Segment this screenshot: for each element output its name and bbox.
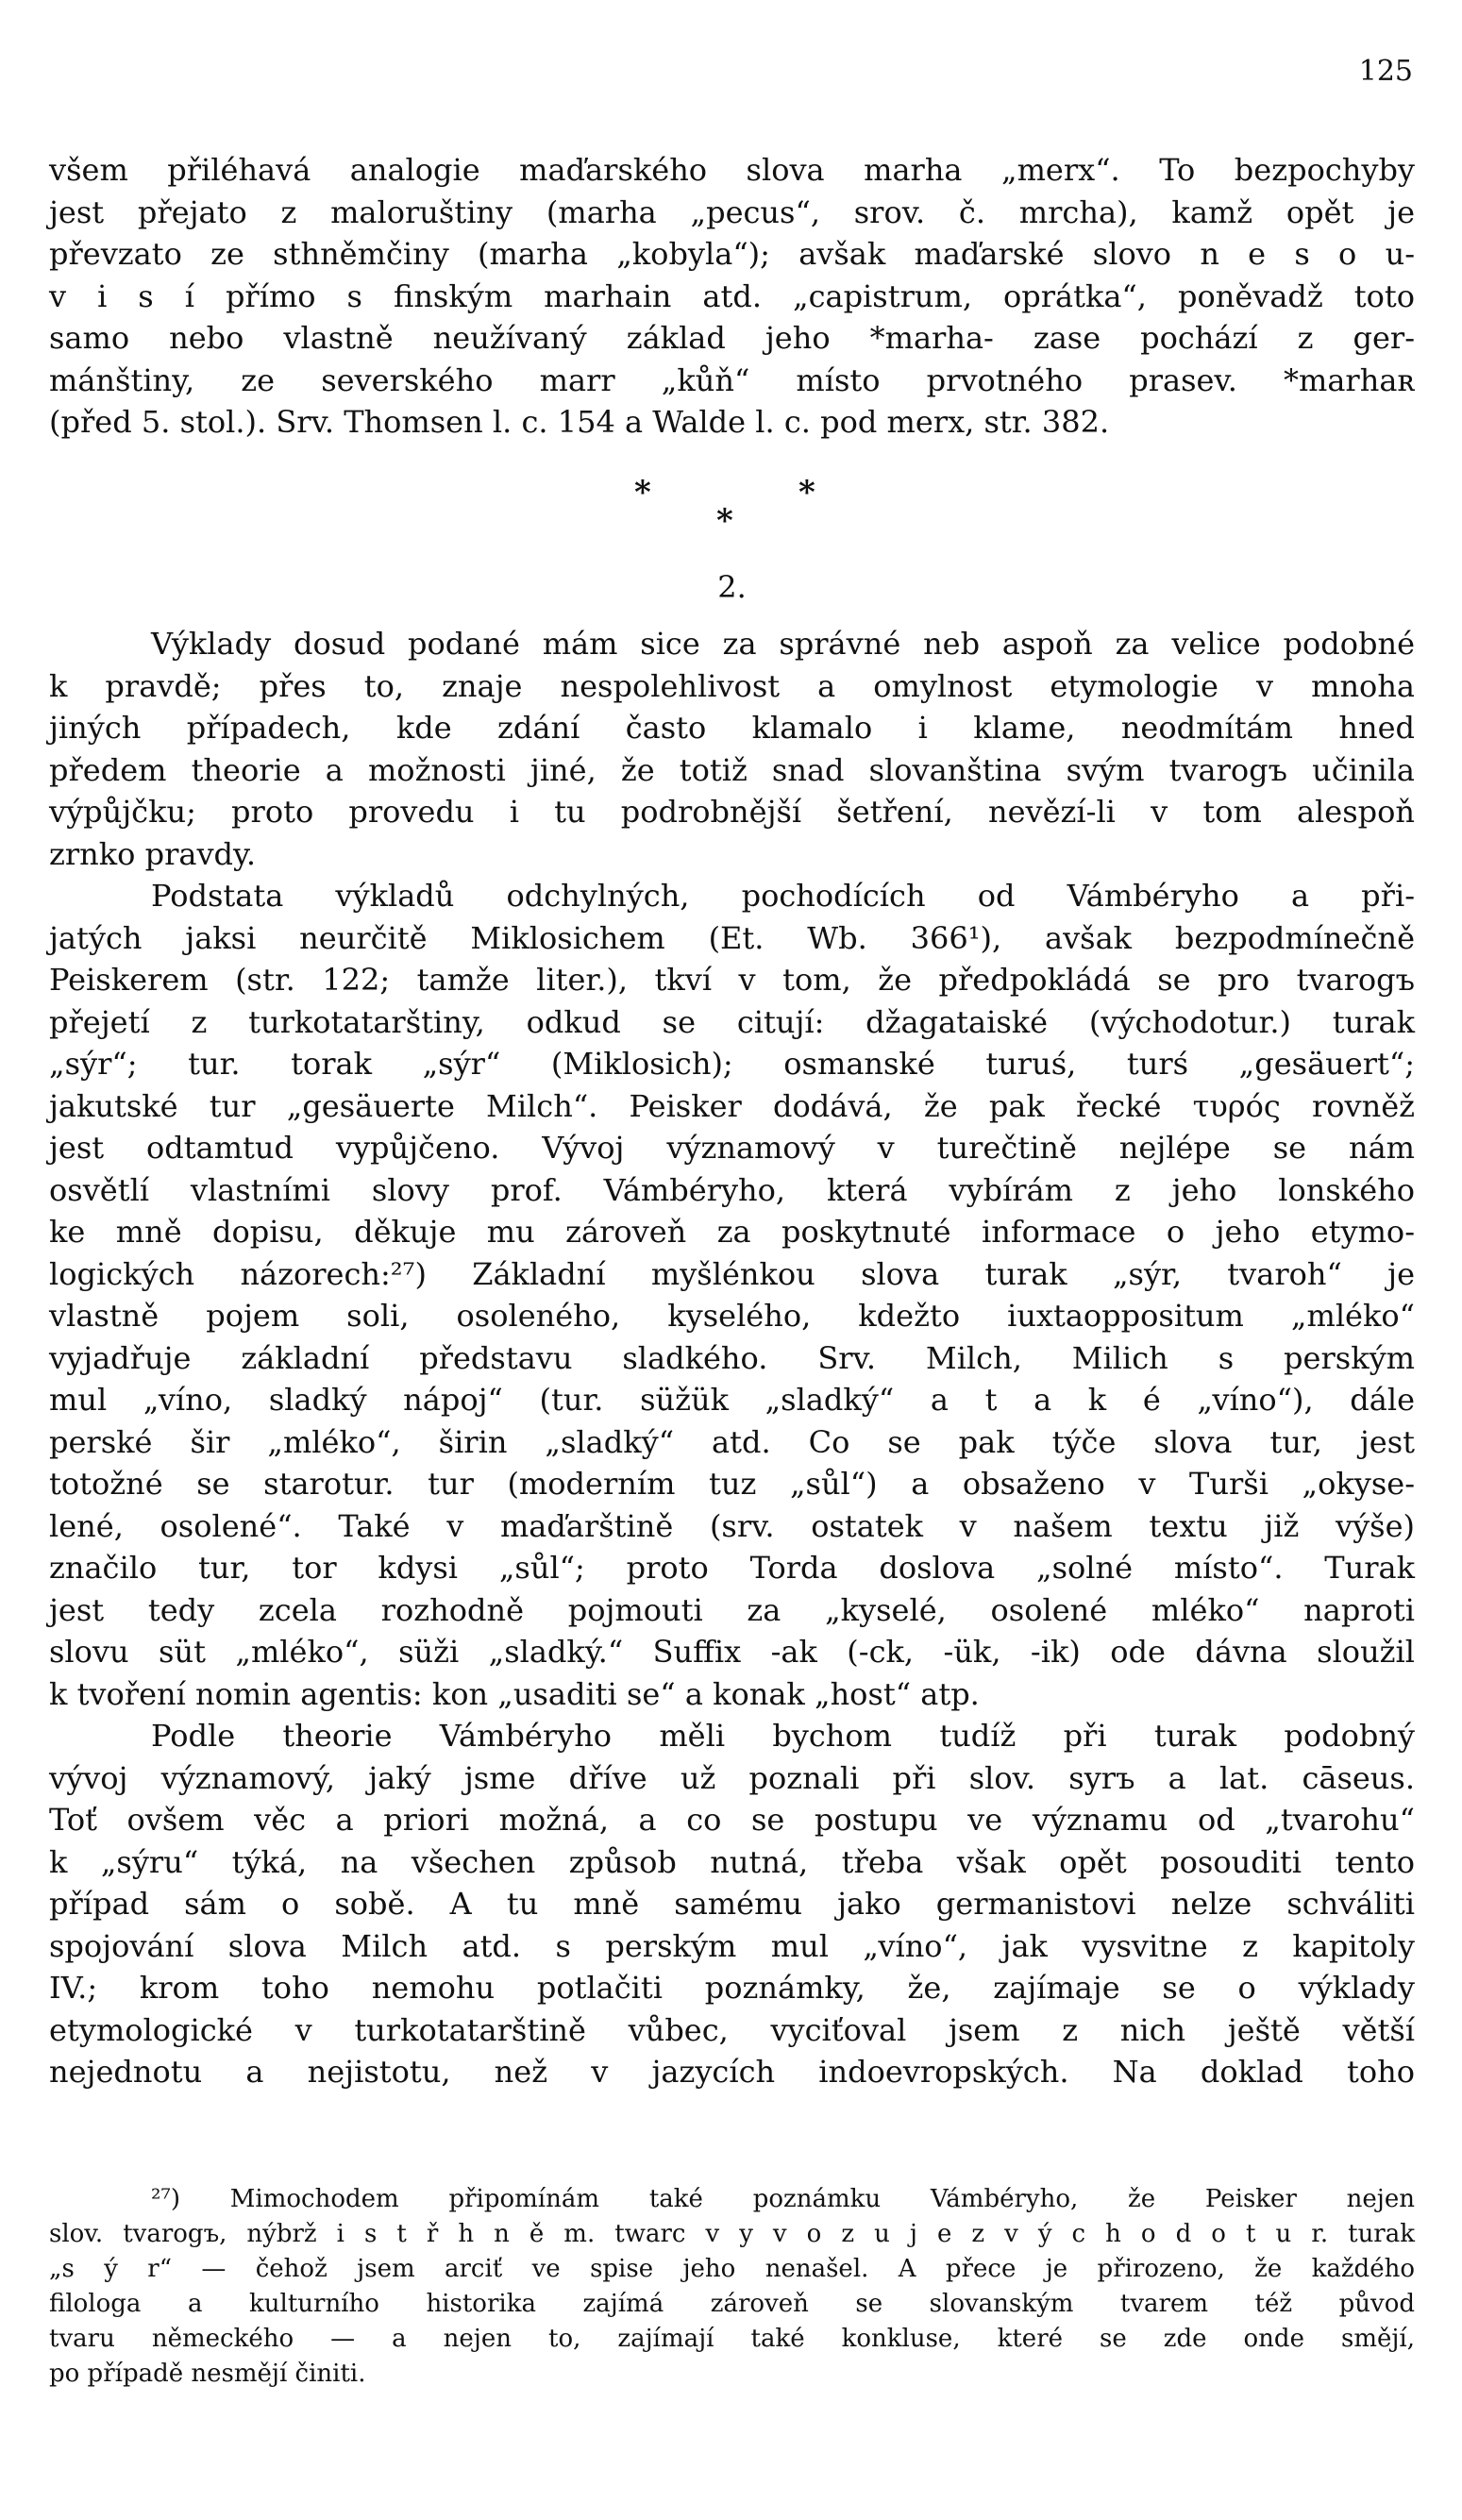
text-line: předem theorie a možnosti jiné, že totiž snad slovanština svým tvarogъ učinila — [49, 751, 1415, 788]
asterisk: * — [798, 473, 815, 512]
text-line: jest přejato z maloruštiny (marha „pecus“, srov. č. mrcha), kamž opět je — [49, 193, 1415, 230]
footnote-line: po případě nesmějí činiti. — [49, 2360, 366, 2388]
text-line: všem přiléhavá analogie maďarského slova marha „merx“. To bezpochyby — [49, 152, 1415, 188]
text-line: osvětlí vlastními slovy prof. Vámbéryho, která vybírám z jeho lonského — [49, 1171, 1415, 1208]
text-line: Toť ovšem věc a priori možná, a co se postupu ve významu od „tvarohu“ — [49, 1802, 1415, 1838]
text-line: k „sýru“ týká, na všechen způsob nutná, třeba však opět posouditi tento — [49, 1843, 1415, 1880]
text-line: jakutské tur „gesäuerte Milch“. Peisker dodává, že pak řecké τυρός rovněž — [49, 1087, 1415, 1124]
text-line: Podle theorie Vámbéryho měli bychom tudíž při turak podobný — [151, 1718, 1415, 1754]
paragraph-2 — [49, 875, 1415, 1715]
text-line: vlastně pojem soli, osoleného, kyselého, kdežto iuxtaoppositum „mléko“ — [49, 1298, 1415, 1334]
text-line: Podstata výkladů odchylných, pochodících od Vámbéryho a při- — [151, 878, 1415, 914]
footnote-line: filologa a kulturního historika zajímá zároveň se slovanským tvarem též původ — [49, 2290, 1415, 2318]
text-line: k pravdě; přes to, znaje nespolehlivost a omylnost etymologie v mnoha — [49, 667, 1415, 704]
footnote-line: „s ý r“ — čehož jsem arciť ve spise jeho nenašel. A přece je přirozeno, že každého — [49, 2255, 1415, 2283]
main-text — [49, 149, 1415, 2093]
text-line: IV.; krom toho nemohu potlačiti poznámky, že, zajímaje se o výklady — [49, 1970, 1415, 2006]
text-line: (před 5. stol.). Srv. Thomsen l. c. 154 a Walde l. c. pod merx, str. 382. — [49, 404, 1110, 440]
text-line: ke mně dopisu, děkuje mu zároveň za poskytnuté informace o jeho etymo- — [49, 1214, 1415, 1250]
text-line: výpůjčku; proto provedu i tu podrobnější šetření, nevězí-li v tom alespoň — [49, 794, 1415, 830]
text-line: spojování slova Milch atd. s perským mul „víno“, jak vysvitne z kapitoly — [49, 1927, 1415, 1964]
text-line: nejednotu a nejistotu, než v jazycích indoevropských. Na doklad toho — [49, 2054, 1415, 2090]
text-line: značilo tur, tor kdysi „sůl“; proto Torda doslova „solné místo“. Turak — [49, 1550, 1415, 1586]
section-number: 2. — [717, 568, 747, 605]
text-line: Peiskerem (str. 122; tamže liter.), tkví v tom, že předpokládá se pro tvarogъ — [49, 962, 1415, 998]
text-line: převzato ze sthněmčiny (marha „kobyla“); avšak maďarské slovo n e s o u- — [49, 236, 1415, 272]
text-line: vývoj významový, jaký jsme dříve už poznali při slov. syrъ a lat. cāseus. — [49, 1759, 1415, 1796]
text-line: lené, osolené“. Také v maďarštině (srv. ostatek v našem textu již výše) — [49, 1507, 1415, 1544]
text-line: jiných případech, kde zdání často klamalo i klame, neodmítám hned — [49, 710, 1415, 746]
top-paragraph — [49, 149, 1415, 444]
text-line: případ sám o sobě. A tu mně samému jako germanistovi nelze schváliti — [49, 1886, 1415, 1922]
footnote — [49, 2182, 1415, 2392]
text-line: Výklady dosud podané mám sice za správné neb aspoň za velice podobné — [151, 626, 1415, 662]
text-line: slovu süt „mléko“, süži „sladký.“ Suffix -ak (-ck, -ük, -ik) ode dávna sloužil — [49, 1634, 1415, 1670]
page-number: 125 — [1358, 55, 1413, 88]
text-line: jest tedy zcela rozhodně pojmouti za „kyselé, osolené mléko“ naproti — [49, 1591, 1415, 1628]
text-line: jest odtamtud vypůjčeno. Vývoj významový v turečtině nejlépe se nám — [49, 1130, 1415, 1166]
footnote-line: slov. tvarogъ, nýbrž i s t ř h n ě m. twarc v y v o z u j e z v ý c h o d o t u r. turak — [49, 2220, 1415, 2248]
asterisk: * — [634, 473, 651, 512]
footnote-line: tvaru německého — a nejen to, zajímají také konkluse, které se zde onde smějí, — [49, 2325, 1415, 2353]
text-line: „sýr“; tur. torak „sýr“ (Miklosich); osmanské turuś, turś „gesäuert“; — [49, 1046, 1415, 1082]
asterisk: * — [716, 501, 733, 540]
section-divider — [49, 444, 1415, 557]
paragraph-1 — [49, 623, 1415, 875]
text-line: k tvoření nomin agentis: kon „usaditi se“ a konak „host“ atp. — [49, 1675, 980, 1712]
text-line: zrnko pravdy. — [49, 835, 257, 872]
text-line: perské šir „mléko“, širin „sladký“ atd. Co se pak týče slova tur, jest — [49, 1423, 1415, 1460]
footnote-line: ²⁷) Mimochodem připomínám také poznámku Vámbéryho, že Peisker nejen — [151, 2185, 1415, 2213]
text-line: v i s í přímo s finským marhain atd. „capistrum, oprátka“, poněvadž toto — [49, 277, 1415, 314]
text-line: samo nebo vlastně neužívaný základ jeho *marha- zase pochází z ger- — [49, 320, 1415, 356]
text-line: přejetí z turkotatarštiny, odkud se citují: džagataiské (východotur.) turak — [49, 1003, 1415, 1040]
text-line: mul „víno, sladký nápoj“ (tur. süžük „sladký“ a t a k é „víno“), dále — [49, 1382, 1415, 1418]
text-line: totožné se starotur. tur (moderním tuz „sůl“) a obsaženo v Turši „okyse- — [49, 1466, 1415, 1502]
text-line: mánštiny, ze severského marr „kůň“ místo prvotného prasev. *marhaʀ — [49, 361, 1415, 398]
text-line: logických názorech:²⁷) Základní myšlénkou slova turak „sýr, tvaroh“ je — [49, 1255, 1415, 1292]
text-line: etymologické v turkotatarštině vůbec, vyciťoval jsem z nich ještě větší — [49, 2011, 1415, 2048]
text-line: vyjadřuje základní představu sladkého. Srv. Milch, Milich s perským — [49, 1339, 1415, 1376]
text-line: jatých jaksi neurčitě Miklosichem (Et. Wb. 366¹), avšak bezpodmínečně — [49, 919, 1415, 956]
paragraph-3 — [49, 1715, 1415, 2093]
